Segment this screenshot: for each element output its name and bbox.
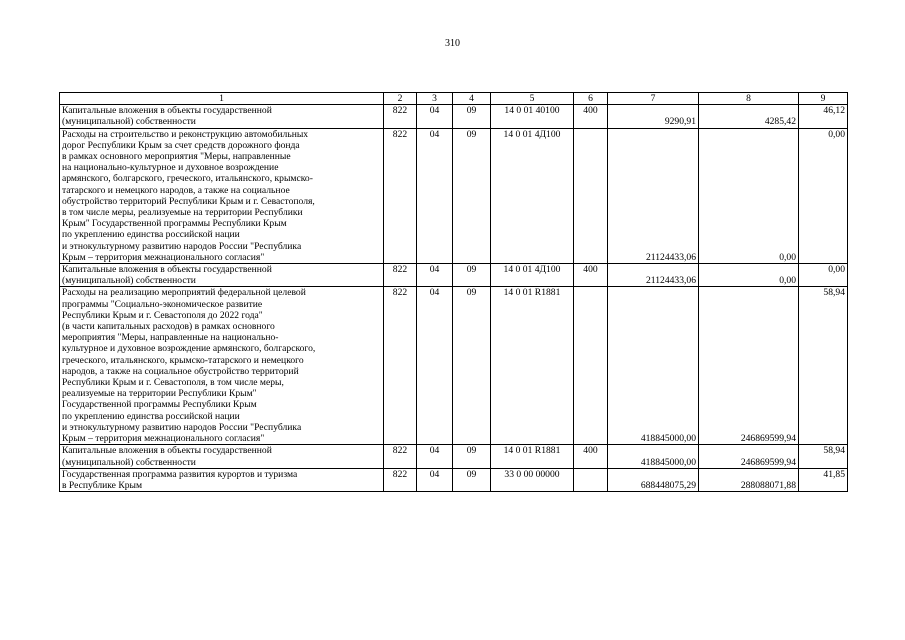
planned-amount: 21124433,06 [608,264,699,287]
column-header: 4 [453,93,491,105]
column-header: 9 [799,93,848,105]
execution-percent: 0,00 [799,264,848,287]
table-row [60,128,848,263]
planned-amount: 688448075,29 [608,468,699,491]
row-description: Государственная программа развития курортов и туризма в Республике Крым [60,468,384,491]
target-article-code: 14 0 01 4Д100 [491,264,574,287]
column-header: 8 [699,93,799,105]
planned-amount: 418845000,00 [608,287,699,445]
ministry-code: 822 [384,445,417,468]
ministry-code: 822 [384,468,417,491]
target-article-code: 33 0 00 00000 [491,468,574,491]
section-code: 04 [417,287,453,445]
row-description: Капитальные вложения в объекты государственной (муниципальной) собственности [60,105,384,128]
section-code: 04 [417,264,453,287]
budget-table [59,92,848,492]
column-header: 6 [574,93,608,105]
expense-type-code [574,468,608,491]
execution-percent: 58,94 [799,287,848,445]
column-header: 1 [60,93,384,105]
subsection-code: 09 [453,468,491,491]
expense-type-code [574,128,608,263]
executed-amount: 288088071,88 [699,468,799,491]
row-description: Расходы на реализацию мероприятий федеральной целевой программы "Социально-экономическое развитие Республики Крым и г. Севастополя до 2022 года" (в части капитальных расходов) в рамках основного мероприятия "Меры, направленные на национально- культурное и духовное возрождение армянского, болгарского, греческого, итальянского, крымско-татарского и немецкого народов, а также на социальное обустройство территорий Республики Крым и г. Севастополя, в том числе меры, реализуемые на территории Республики Крым" Государственной программы Республики Крым по укреплению единства российской нации и этнокультурному развитию народов России "Республика Крым – территория межнационального согласия" [60,287,384,445]
table-row [60,445,848,468]
ministry-code: 822 [384,287,417,445]
table-row [60,287,848,445]
target-article-code: 14 0 01 4Д100 [491,128,574,263]
section-code: 04 [417,105,453,128]
column-header: 2 [384,93,417,105]
column-header: 7 [608,93,699,105]
executed-amount: 4285,42 [699,105,799,128]
subsection-code: 09 [453,264,491,287]
subsection-code: 09 [453,128,491,263]
ministry-code: 822 [384,128,417,263]
ministry-code: 822 [384,105,417,128]
column-header: 3 [417,93,453,105]
column-header: 5 [491,93,574,105]
execution-percent: 0,00 [799,128,848,263]
executed-amount: 246869599,94 [699,445,799,468]
executed-amount: 0,00 [699,128,799,263]
row-description: Капитальные вложения в объекты государственной (муниципальной) собственности [60,264,384,287]
table-row [60,105,848,128]
execution-percent: 41,85 [799,468,848,491]
subsection-code: 09 [453,445,491,468]
expense-type-code: 400 [574,264,608,287]
expense-type-code [574,287,608,445]
table-row [60,468,848,491]
planned-amount: 418845000,00 [608,445,699,468]
section-code: 04 [417,468,453,491]
subsection-code: 09 [453,287,491,445]
target-article-code: 14 0 01 R1881 [491,287,574,445]
section-code: 04 [417,128,453,263]
table-header-row [60,93,848,105]
execution-percent: 58,94 [799,445,848,468]
executed-amount: 0,00 [699,264,799,287]
ministry-code: 822 [384,264,417,287]
subsection-code: 09 [453,105,491,128]
row-description: Капитальные вложения в объекты государственной (муниципальной) собственности [60,445,384,468]
execution-percent: 46,12 [799,105,848,128]
expense-type-code: 400 [574,105,608,128]
section-code: 04 [417,445,453,468]
table-row [60,264,848,287]
expense-type-code: 400 [574,445,608,468]
row-description: Расходы на строительство и реконструкцию автомобильных дорог Республики Крым за счет средств дорожного фонда в рамках основного мероприятия "Меры, направленные на национально-культурное и духовное возрождение армянского, болгарского, греческого, итальянского, крымско- татарского и немецкого народов, а также на социальное обустройство территорий Республики Крым и г. Севастополя, в том числе меры, реализуемые на территории Республики Крым" Государственной программы Республики Крым по укреплению единства российской нации и этнокультурному развитию народов России "Республика Крым – территория межнационального согласия" [60,128,384,263]
target-article-code: 14 0 01 40100 [491,105,574,128]
planned-amount: 9290,91 [608,105,699,128]
planned-amount: 21124433,06 [608,128,699,263]
executed-amount: 246869599,94 [699,287,799,445]
target-article-code: 14 0 01 R1881 [491,445,574,468]
page-number: 310 [445,38,460,49]
